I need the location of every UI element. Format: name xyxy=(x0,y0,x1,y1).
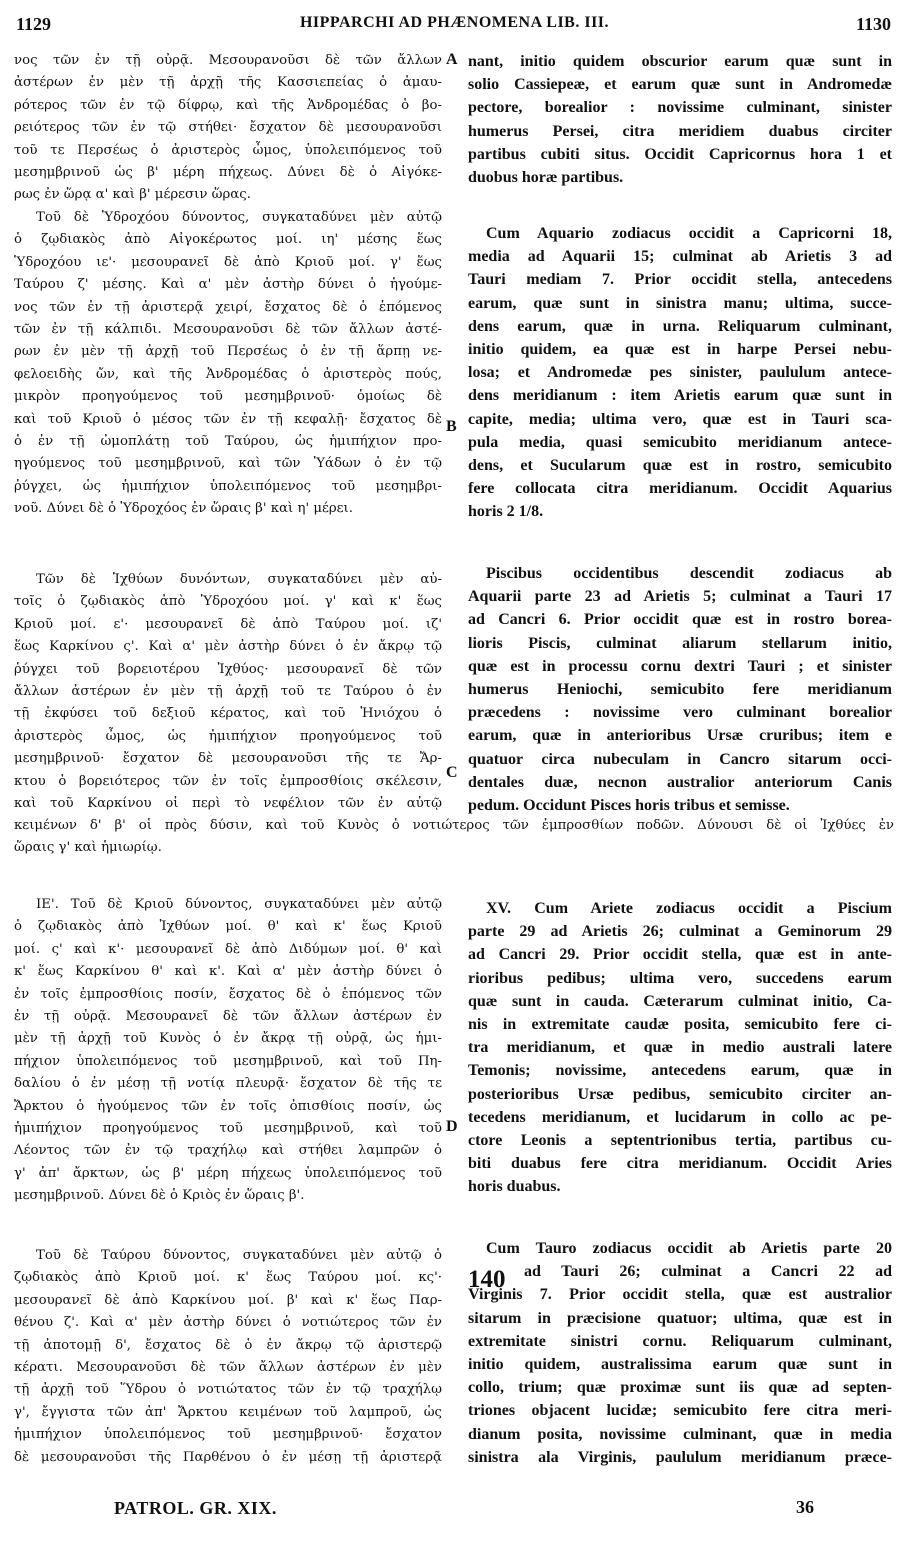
greek-line: Ἄρκτου ὁ ἡγούμενος τῶν ἐν τοῖς ὀπισθίοις ποσίν, ὡς xyxy=(14,1098,442,1114)
running-title: HIPPARCHI AD PHÆNOMENA LIB. III. xyxy=(299,14,610,31)
greek-line: μεσουρανεῖ δὲ ἀπὸ Καρκίνου μοί. β' καὶ κ' ἕως Παρ- xyxy=(14,1292,442,1308)
greek-line: ὥραις γ' καὶ ἡμιωρίῳ. xyxy=(14,840,162,856)
greek-line: μοί. ς' καὶ κ'· μεσουρανεῖ δὲ ἀπὸ Διδύμων μοί. θ' καὶ xyxy=(14,941,442,957)
greek-line: Ταύρου ζ' μέσης. Καὶ α' μὲν ἀστὴρ δύνει ὁ ἡγούμε- xyxy=(14,277,442,293)
greek-line: ΙΕ'. Τοῦ δὲ Κριοῦ δύνοντος, συγκαταδύνει μὲν αὐτῷ xyxy=(36,897,442,912)
latin-line: dens earum, quæ in urna. Reliquarum culminant, xyxy=(468,317,892,335)
greek-line: φελοειδὴς ὤν, καὶ τῆς Ἀνδρομέδας ὁ ἀριστερὸς πούς, xyxy=(14,366,442,382)
greek-line: τοῖς ὁ ζῳδιακὸς ἀπὸ Ὑδροχόου μοί. γ' καὶ κ' ἕως xyxy=(14,594,442,610)
greek-line: γ' ἀπ' ἄρκτων, ὡς β' μέρη πήχεως ὑπολειπόμενος τοῦ xyxy=(14,1165,442,1181)
latin-line: posterioribus Ursæ pedibus, semicubito circiter an- xyxy=(468,1085,892,1103)
latin-line: Cum Tauro zodiacus occidit ab Arietis parte 20 xyxy=(486,1240,892,1257)
greek-line: ἐν τῇ οὐρᾷ. Μεσουρανεῖ δὲ τῶν ἄλλων ἀστέρων ἐν xyxy=(14,1009,442,1025)
greek-line: ἡμιπήχιον προηγούμενος τοῦ μεσημβρινοῦ, καὶ τοῦ xyxy=(14,1121,442,1137)
greek-line: Κριοῦ μοί. ε'· μεσουρανεῖ δὲ ἀπὸ Ταύρου μοί. ιζ' xyxy=(14,616,442,632)
greek-block-5 xyxy=(14,1245,442,1469)
greek-spanning-text xyxy=(14,815,894,860)
greek-line: ὁ ζῳδιακὸς ἀπὸ Αἰγοκέρωτος μοί. ιη' μέσης ἕως xyxy=(14,232,442,248)
latin-line: fere collocata citra meridianum. Occidit Aquarius xyxy=(468,480,892,498)
greek-block-3 xyxy=(14,569,442,815)
greek-line: νος τῶν ἐν τῇ οὐρᾷ. Μεσουρανοῦσι δὲ τῶν ἄλλων xyxy=(14,53,442,68)
latin-line: humerus Heniochi, semicubito fere meridianum xyxy=(468,681,892,699)
greek-line: ὁ ἐν τῇ ὠμοπλάτῃ τοῦ Ταύρου, ὡς ἡμιπήχιον προ- xyxy=(14,434,442,450)
latin-line: nis in extremitate caudæ posita, semicubito fere ci- xyxy=(468,1016,892,1034)
latin-line: losa; et Andromedæ pes sinister, paululum antece- xyxy=(468,364,892,382)
greek-line: τῇ ἐκφύσει τοῦ δεξιοῦ κέρατος, καὶ τοῦ Ἡνιόχου ὁ xyxy=(14,706,442,722)
latin-line: tra meridianum, et quæ in medio australi latere xyxy=(468,1039,892,1057)
greek-line: ὁ ζῳδιακὸς ἀπὸ Ἰχθύων μοί. θ' καὶ κ' ἕως Κριοῦ xyxy=(14,919,442,935)
latin-line: pedum. Occidunt Pisces horis tribus et semisse. xyxy=(468,797,790,815)
latin-line: duobus horæ partibus. xyxy=(468,169,624,187)
latin-block-4 xyxy=(468,897,892,1199)
latin-line: ctore Leonis a septentrionibus tertia, partibus cu- xyxy=(468,1132,892,1150)
greek-line: τοῦ τε Περσέως ὁ ἀριστερὸς ὦμος, ὑπολειπόμενος τοῦ xyxy=(14,142,442,158)
latin-line: earum, quæ in anterioribus Ursæ cruribus; item e xyxy=(468,727,892,745)
latin-line: humerus Persei, citra meridiem duabus circiter xyxy=(468,122,892,140)
latin-line: Virginis 7. Prior occidit stella, quæ est australior xyxy=(468,1286,892,1304)
greek-line: ἕως Καρκίνου ς'. Καὶ α' μὲν ἀστὴρ δύνει ὁ ἐν ἄκρῳ τῷ xyxy=(14,639,442,655)
latin-line: quæ sunt in cauda. Cæterarum culminat initio, Ca- xyxy=(468,992,892,1010)
margin-marker-a: A xyxy=(446,51,458,68)
latin-line: dianum posita, novissime culminant, quæ in media xyxy=(468,1425,892,1443)
greek-line: ζῳδιακὸς ἀπὸ Κριοῦ μοί. κ' ἕως Ταύρου μοί. κς'· xyxy=(14,1270,442,1286)
greek-line: καὶ τοῦ Καρκίνου οἱ περὶ τὸ νεφέλιον τῶν ἐν αὐτῷ xyxy=(14,796,442,812)
page-header xyxy=(0,0,909,40)
latin-line: quæ est in processu cornu dextri Tauri ; et sinister xyxy=(468,657,892,675)
latin-line: initio quidem, australissima earum quæ sunt in xyxy=(468,1356,892,1374)
greek-line: ρων ἐν μὲν τῇ ἀρχῇ τοῦ Περσέως ὁ ἐν τῇ ἅρπῃ νε- xyxy=(14,344,442,360)
greek-line: τῇ ἀρχῇ τοῦ Ὕδρου ὁ νοτιώτατος τῶν ἐν τῷ τραχήλῳ xyxy=(14,1382,442,1398)
page-number-left: 1129 xyxy=(16,14,52,34)
greek-line: μὲν τῇ ἀρχῇ τοῦ Κυνὸς ὁ ἐν ἄκρᾳ τῇ οὐρᾷ, ὡς ἡμι- xyxy=(14,1031,442,1047)
greek-line: Ὑδροχόου ιε'· μεσουρανεῖ δὲ ἀπὸ Κριοῦ μοί. γ' ἕως xyxy=(14,254,442,270)
greek-line: Λέοντος τῶν ἐν τῷ τραχήλῳ καὶ στήθει λαμπρῶν ὁ xyxy=(14,1143,442,1159)
latin-line: triones objacent lucidæ; semicubito fere citra meri- xyxy=(468,1402,892,1420)
latin-line: Aquarii parte 23 ad Arietis 5; culminat a Tauri 17 xyxy=(468,588,892,606)
margin-marker-d: D xyxy=(446,1118,458,1135)
latin-line: pula media, quasi semicubito meridianum antece- xyxy=(468,433,892,451)
latin-line: rioribus pedibus; ultima vero, succedens earum xyxy=(468,969,892,987)
latin-line: ad Cancri 29. Prior occidit stella, quæ est in ante- xyxy=(468,946,892,964)
margin-marker-b: B xyxy=(446,418,457,435)
greek-line: κειμένων δ' β' οἱ πρὸς δύσιν, καὶ τοῦ Κυνὸς ὁ νοτιώτερος τῶν ἐμπροσθίων ποδῶν. Δύνουσι δὲ οἱ Ἰχθύες ἐν xyxy=(14,818,894,833)
footer-signature-number: 36 xyxy=(796,1497,814,1517)
greek-block-4 xyxy=(14,894,442,1208)
latin-line: solio Cassiepeæ, et earum quæ sunt in Andromedæ xyxy=(468,76,892,94)
greek-line: Τῶν δὲ Ἰχθύων δυνόντων, συγκαταδύνει μὲν αὐ- xyxy=(36,572,442,587)
greek-line: πήχιον ὑπολειπόμενος τοῦ μεσημβρινοῦ, καὶ τοῦ Πη- xyxy=(14,1053,442,1069)
latin-line: ad Tauri 26; culminat a Cancri 22 ad xyxy=(524,1263,892,1281)
greek-line: ἀριστερὸς ὦμος, ὡς ἡμιπήχιον προηγούμενος τοῦ xyxy=(14,728,442,744)
greek-line: μεσημβρινοῦ. Δύνει δὲ ὁ Κριὸς ἐν ὥραις β'. xyxy=(14,1188,305,1204)
greek-line: ρως ἐν ὥρᾳ α' καὶ β' μέρεσιν ὥρας. xyxy=(14,187,251,203)
greek-line: νοῦ. Δύνει δὲ ὁ Ὑδροχόος ἐν ὥραις β' καὶ η' μέρει. xyxy=(14,501,353,517)
greek-line: ῥύγχει τοῦ βορειοτέρου Ἰχθύος· μεσουρανεῖ δὲ τῶν xyxy=(14,661,442,677)
latin-line: extremitate sinistri cornu. Reliquarum culminant, xyxy=(468,1332,892,1350)
greek-line: κτου ὁ βορειότερος τῶν ἐν τοῖς ἐμπροσθίοις σκέλεσιν, xyxy=(14,773,442,789)
greek-line: θένου ζ'. Καὶ α' μὲν ἀστὴρ δύνει ὁ νοτιώτερος τῶν ἐν xyxy=(14,1315,442,1331)
latin-line: quatuor circa nubeculam in Cancro sitarum occi- xyxy=(468,750,892,768)
latin-line: horis 2 1/8. xyxy=(468,503,544,521)
latin-line: ad Cancri 6. Prior occidit quæ est in rostro boreа- xyxy=(468,611,892,629)
latin-line: dens, et Sucularum quæ est in rostro, semicubito xyxy=(468,457,892,475)
greek-line: κέρατι. Μεσουρανοῦσι δὲ τῶν ἄλλων ἀστέρων ἐν μὲν xyxy=(14,1360,442,1376)
latin-line: Temonis; novissime, antecedens earum, quæ in xyxy=(468,1062,892,1080)
greek-line: καὶ τοῦ Κριοῦ ὁ μέσος τῶν ἐν τῇ κεφαλῇ· ἔσχατος δὲ xyxy=(14,411,442,427)
greek-line: κ' ἕως Καρκίνου θ' καὶ κ'. Καὶ α' μὲν ἀστὴρ δύνει ὁ xyxy=(14,964,442,980)
latin-line: biti duabus fere citra meridianum. Occidit Aries xyxy=(468,1155,892,1173)
greek-line: Τοῦ δὲ Ὑδροχόου δύνοντος, συγκαταδύνει μὲν αὐτῷ xyxy=(36,210,442,225)
greek-block-1 xyxy=(14,50,442,207)
greek-line: ἡμιπήχιον ὑπολειπόμενος τοῦ μεσημβρινοῦ· ἔσχατον xyxy=(14,1427,442,1443)
greek-line: ἐν τοῖς ἐμπροσθίοις ποσίν, ἔσχατος δὲ ὁ ἑπόμενος τῶν xyxy=(14,986,442,1002)
latin-line: pectore, borealior : novissime culminant, sinister xyxy=(468,99,892,117)
latin-line: Cum Aquario zodiacus occidit a Capricorni 18, xyxy=(486,225,892,242)
latin-line: sinistra ala Virginis, paululum meridianum præce- xyxy=(468,1448,892,1466)
latin-block-5 xyxy=(468,1237,892,1469)
greek-line: μικρὸν προηγούμενος τοῦ μεσημβρινοῦ· ὁμοίως δὲ xyxy=(14,389,442,405)
latin-line: initio quidem, ea quæ est in harpe Persei nebu- xyxy=(468,341,892,359)
latin-line: dentales duæ, necnon australior anteriorum Canis xyxy=(468,773,892,791)
latin-line: collo, trium; quæ proximæ sunt iis quæ ad septen- xyxy=(468,1379,892,1397)
latin-line: tecedens meridianum, et lucidarum in collo ac pe- xyxy=(468,1108,892,1126)
latin-block-1 xyxy=(468,50,892,189)
greek-line: τῶν ἐν τῇ κάλπιδι. Μεσουρανοῦσι δὲ τῶν ἄλλων ἀστέ- xyxy=(14,322,442,338)
latin-line: parte 29 ad Arietis 26; culminat a Geminorum 29 xyxy=(468,923,892,941)
footer-collection-label: PATROL. GR. XIX. xyxy=(114,1498,277,1518)
greek-line: δαλίου ὁ ἐν μέσῃ τῇ νοτίᾳ πλευρᾷ· ἔσχατον δὲ τῆς τε xyxy=(14,1076,442,1092)
latin-line: XV. Cum Ariete zodiacus occidit a Piscium xyxy=(486,900,892,917)
greek-block-2 xyxy=(14,207,442,521)
latin-block-3 xyxy=(468,562,892,817)
latin-line: nant, initio quidem obscurior earum quæ sunt in xyxy=(468,53,892,70)
greek-line: Τοῦ δὲ Ταύρου δύνοντος, συγκαταδύνει μὲν αὐτῷ ὁ xyxy=(36,1248,442,1263)
margin-column-number: 140 xyxy=(468,1266,506,1293)
latin-line: dens meridianum : item Arietis earum quæ sunt in xyxy=(468,387,892,405)
latin-line: sitarum in præcisione quatuor; ultima, quæ est in xyxy=(468,1309,892,1327)
greek-line: ἀστέρων ἐν μὲν τῇ ἀρχῇ τῆς Κασσιεπείας ὁ ἀμαυ- xyxy=(14,75,442,91)
greek-line: γ', ἔγγιστα τῶν ἀπ' Ἄρκτου κειμένων τοῦ λαμπροῦ, ὡς xyxy=(14,1404,442,1420)
latin-block-2 xyxy=(468,222,892,524)
greek-line: ρειότερος τῶν ἐν τῷ στήθει· ἔσχατον δὲ μεσουρανοῦσι xyxy=(14,120,442,136)
greek-line: ρότερος τῶν ἐν τῷ δίφρῳ, καὶ τῆς Ἀνδρομέδας ὁ βο- xyxy=(14,97,442,113)
greek-line: τῇ ἀποτομῇ δ', ἔσχατος δὲ ὁ ἐν ἄκρῳ τῷ ἀριστερῷ xyxy=(14,1337,442,1353)
latin-line: Tauri mediam 7. Prior occidit stella, antecedens xyxy=(468,271,892,289)
greek-line: νος τῶν ἐν τῇ ἀριστερᾷ χειρί, ἔσχατος δὲ ὁ ἑπόμενος xyxy=(14,299,442,315)
greek-line: ῥύγχει, ὡς ἡμιπήχιον ὑπολειπόμενος τοῦ μεσημβρι- xyxy=(14,478,442,494)
latin-line: capite, media; ultima vero, quæ est in Tauri sca- xyxy=(468,410,892,428)
latin-line: horis duabus. xyxy=(468,1178,561,1196)
latin-line: præcedens : novissime vero culminant borealior xyxy=(468,704,892,722)
greek-line: ηγούμενος τοῦ μεσημβρινοῦ, καὶ τῶν Ὑάδων ὁ ἐν τῷ xyxy=(14,456,442,472)
latin-line: media ad Aquarii 15; culminat ab Arietis 3 ad xyxy=(468,248,892,266)
greek-line: ἄλλων ἀστέρων ἐν μὲν τῇ ἀρχῇ τοῦ τε Ταύρου ὁ ἐν xyxy=(14,684,442,700)
latin-line: Piscibus occidentibus descendit zodiacus ab xyxy=(486,565,892,582)
greek-line: δὲ μεσουρανοῦσι τῆς Παρθένου ὁ ἐν μέσῃ τῇ ἀριστερᾷ xyxy=(14,1449,442,1465)
greek-line: μεσημβρινοῦ ὡς β' μέρη πήχεως. Δύνει δὲ ὁ Αἰγόκε- xyxy=(14,165,442,181)
latin-line: earum, quæ sunt in sinistra manu; ultima, succe- xyxy=(468,294,892,312)
latin-line: lioris Piscis, culminat aliarum stellarum initio, xyxy=(468,634,892,652)
latin-line: partibus cubiti situs. Occidit Capricornus hora 1 et xyxy=(468,145,892,163)
margin-marker-c: C xyxy=(446,764,458,781)
page-number-right: 1130 xyxy=(855,14,891,34)
greek-line: μεσημβρινοῦ· ἔσχατον δὲ μεσουρανοῦσι τῆς τε Ἄρ- xyxy=(14,751,442,767)
